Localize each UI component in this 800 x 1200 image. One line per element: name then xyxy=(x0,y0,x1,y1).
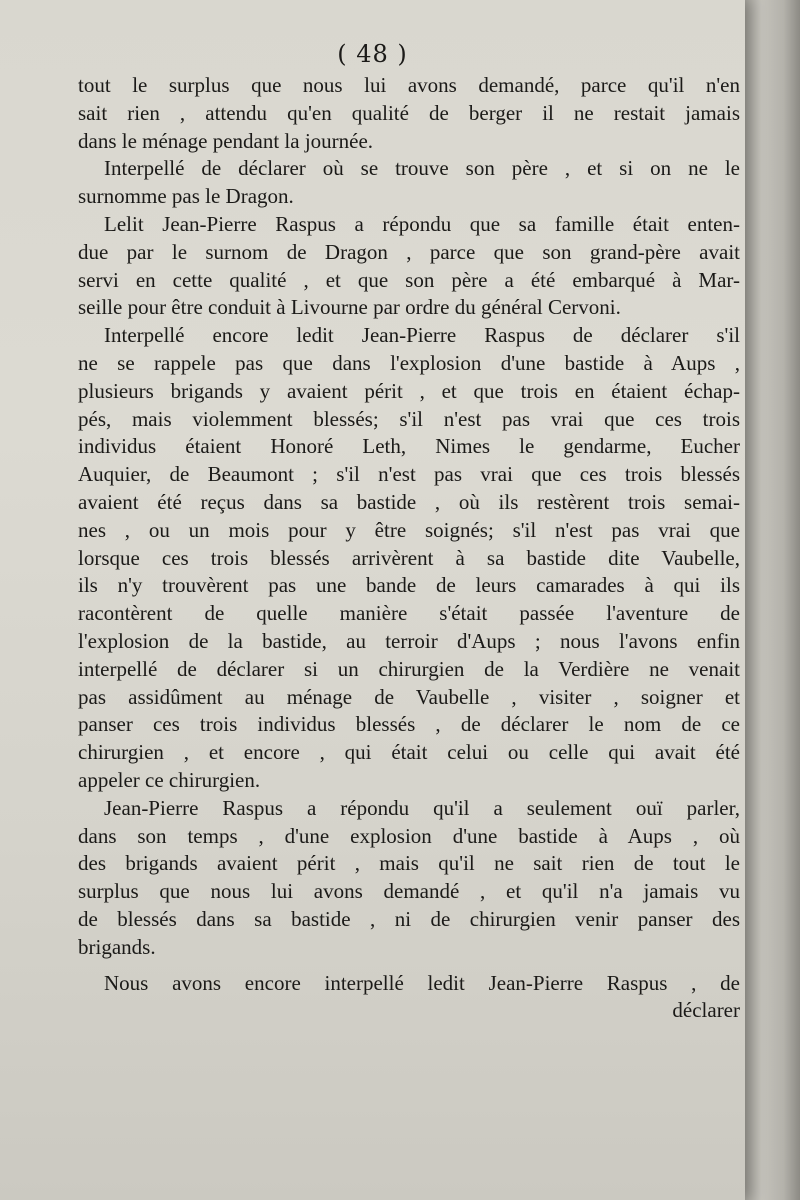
text-line: pés, mais violemment blessés; s'il n'est pas vrai que ces trois xyxy=(78,406,740,431)
text-line: dans son temps , d'une explosion d'une bastide à Aups , où xyxy=(78,823,740,848)
text-line: due par le surnom de Dragon , parce que son grand-père avait xyxy=(78,239,740,264)
text-line: Interpellé de déclarer où se trouve son père , et si on ne le xyxy=(104,156,740,181)
text-line: interpellé de déclarer si un chirurgien de la Verdière ne venait xyxy=(78,656,740,681)
text-line: nes , ou un mois pour y être soignés; s'il n'est pas vrai que xyxy=(78,517,740,542)
text-line: l'explosion de la bastide, au terroir d'Aups ; nous l'avons enfin xyxy=(78,628,740,653)
text-line: ils n'y trouvèrent pas une bande de leurs camarades à qui ils xyxy=(78,573,740,598)
text-line: servi en cette qualité , et que son père a été embarqué à Mar- xyxy=(78,267,740,292)
text-line: Nous avons encore interpellé ledit Jean-Pierre Raspus , de xyxy=(104,970,740,995)
text-line: tout le surplus que nous lui avons demandé, parce qu'il n'en xyxy=(78,73,740,97)
text-line: chirurgien , et encore , qui était celui ou celle qui avait été xyxy=(78,740,740,765)
text-line: Jean-Pierre Raspus a répondu qu'il a seulement ouï parler, xyxy=(104,795,740,820)
text-line: ne se rappele pas que dans l'explosion d'une bastide à Aups , xyxy=(78,350,740,375)
text-line: appeler ce chirurgien. xyxy=(78,767,261,792)
body-text xyxy=(78,72,740,1025)
text-line: plusieurs brigands y avaient périt , et que trois en étaient échap- xyxy=(78,378,740,403)
text-line: racontèrent de quelle manière s'était passée l'aventure de xyxy=(78,601,740,626)
catchword: déclarer xyxy=(672,998,740,1023)
text-line: Interpellé encore ledit Jean-Pierre Raspus de déclarer s'il xyxy=(104,323,740,348)
page-number: ( 48 ) xyxy=(337,40,408,68)
text-line: des brigands avaient périt , mais qu'il ne sait rien de tout le xyxy=(78,851,740,876)
text-line: panser ces trois individus blessés , de déclarer le nom de ce xyxy=(78,712,740,737)
paragraph-2 xyxy=(78,155,740,211)
paragraph-3 xyxy=(78,211,740,322)
paragraph-4 xyxy=(78,322,740,795)
text-line: dans le ménage pendant la journée. xyxy=(78,128,374,153)
paragraph-6 xyxy=(78,970,740,1026)
paragraph-1 xyxy=(78,72,740,155)
text-line: brigands. xyxy=(78,934,156,959)
text-line: pas assidûment au ménage de Vaubelle , visiter , soigner et xyxy=(78,684,740,709)
text-line: surplus que nous lui avons demandé , et qu'il n'a jamais vu xyxy=(78,879,740,904)
text-line: avaient été reçus dans sa bastide , où ils restèrent trois semai- xyxy=(78,489,740,514)
text-line: individus étaient Honoré Leth, Nimes le gendarme, Eucher xyxy=(78,434,740,459)
text-line: surnomme pas le Dragon. xyxy=(78,184,294,209)
text-line: seille pour être conduit à Livourne par ordre du général Cervoni. xyxy=(78,295,621,320)
text-line: Lelit Jean-Pierre Raspus a répondu que sa famille était enten- xyxy=(104,211,740,236)
paragraph-5 xyxy=(78,795,740,962)
text-line: de blessés dans sa bastide , ni de chirurgien venir panser des xyxy=(78,906,740,931)
text-line: Auquier, de Beaumont ; s'il n'est pas vrai que ces trois blessés xyxy=(78,462,740,487)
text-line: sait rien , attendu qu'en qualité de berger il ne restait jamais xyxy=(78,100,740,125)
next-page-edge xyxy=(745,0,800,1200)
text-line: lorsque ces trois blessés arrivèrent à sa bastide dite Vaubelle, xyxy=(78,545,740,570)
